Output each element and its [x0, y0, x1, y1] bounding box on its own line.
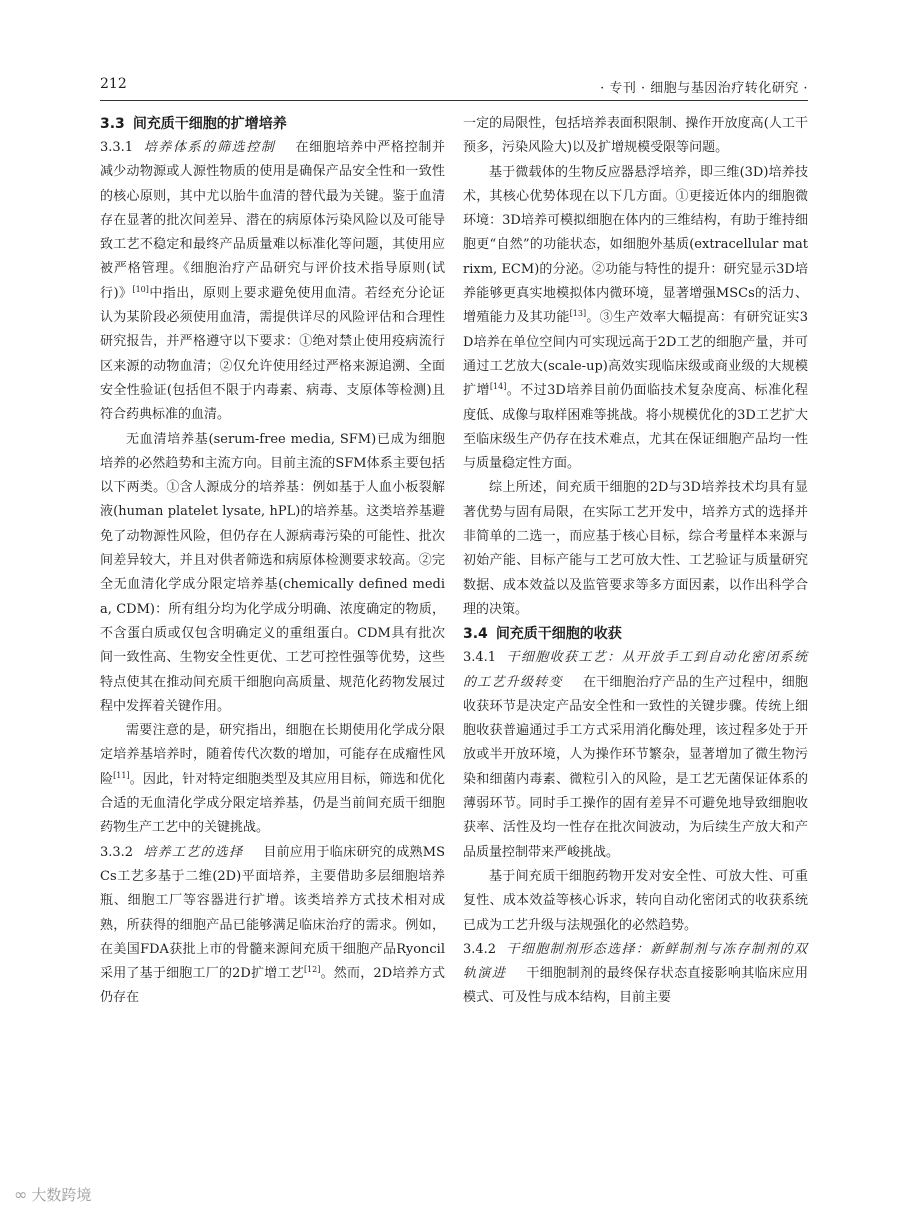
- citation: [10]: [132, 284, 149, 294]
- citation: [11]: [113, 770, 130, 780]
- citation: [13]: [569, 309, 587, 319]
- subsection-number: 3.3.1: [100, 140, 134, 155]
- subsection-number: 3.3.2: [100, 844, 134, 860]
- subsection-title: 培养工艺的选择: [143, 844, 244, 860]
- paragraph: 基于间充质干细胞药物开发对安全性、可放大性、可重复性、成本效益等核心诉求，转向自动化密闭式的收获系统已成为工艺升级与法规强化的必然趋势。: [463, 868, 808, 933]
- section-title: 间充质干细胞的收获: [495, 626, 622, 643]
- watermark-text: 大数跨境: [31, 1186, 92, 1204]
- paragraph: [463, 938, 808, 1011]
- paragraph-text: 干细胞制剂的最终保存状态直接影响其临床应用模式、可及性与成本结构，目前主要: [463, 966, 808, 1006]
- paragraph-text: 在细胞培养中严格控制并减少动物源或人源性物质的使用是确保产品安全性和一致性的核心原则，其中尤以胎牛血清的替代最为关键。鉴于血清存在显著的批次间差异、潜在的病原体污染风险以及可能导致工艺不稳定和最终产品质量难以标准化等问题，其使用应被严格管理。《细胞治疗产品研究与评价技术指导原则(试行)》: [100, 140, 445, 301]
- page-number: 212: [100, 76, 127, 92]
- subsection-title: 培养体系的筛选控制: [143, 140, 276, 155]
- paragraph: [463, 161, 808, 477]
- running-title: · 专刊 · 细胞与基因治疗转化研究 ·: [600, 81, 808, 96]
- paragraph-text: 中指出，原则上要求避免使用血清。若经充分论证认为某阶段必须使用血清，需提供详尽的风险评估和合理性研究报告，并严格遵守以下要求：①绝对禁止使用疫病流行区来源的动物血清；②仅允许使用经过严格来源追溯、全面安全性验证(包括但不限于内毒素、病毒、支原体等检测)且符合药典标准的血清。: [100, 285, 445, 423]
- section-number: 3.4: [463, 626, 488, 643]
- citation: [14]: [489, 382, 507, 392]
- paragraph-text: 。因此，针对特定细胞类型及其应用目标，筛选和优化合适的无血清化学成分限定培养基，仍是当前间充质干细胞药物生产工艺中的关键挑战。: [100, 771, 445, 836]
- paragraph: 无血清培养基(serum-free media, SFM)已成为细胞培养的必然趋势和主流方向。目前主流的SFM体系主要包括以下两类。①含人源成分的培养基：例如基于人血小板裂解液(human platelet lysate, hPL)的培养基。这类培养基避免了动物源性风险，但仍存在人源病毒污染的可能性、批次间差异较大，并且对供者筛选和病原体检测要求较高。②完全无血清化学成分限定培养基(chemically defined media, CDM)：所有组分均为化学成分明确、浓度确定的物质，不含蛋白质或仅包含明确定义的重组蛋白。CDM具有批次间一致性高、生物安全性更优、工艺可控性强等优势，这些特点使其在推动间充质干细胞向高质量、规范化药物发展过程中发挥着关键作用。: [100, 431, 445, 714]
- paragraph: [100, 719, 445, 840]
- paragraph-text: 需要注意的是，研究指出，细胞在长期使用化学成分限定培养基培养时，随着传代次数的增加，可能存在成瘤性风险: [100, 723, 445, 787]
- paragraph: [463, 646, 808, 865]
- paragraph-text: 目前应用于临床研究的成熟MSCs工艺多基于二维(2D)平面培养，主要借助多层细胞培养瓶、细胞工厂等容器进行扩增。该类培养方式技术相对成熟，所获得的细胞产品已能够满足临床治疗的需求。例如，在美国FDA获批上市的骨髓来源间充质干细胞产品Ryoncil采用了基于细胞工厂的2D扩增工艺: [100, 844, 445, 982]
- paragraph-text: 。③生产效率大幅提高：有研究证实3D培养在单位空间内可实现远高于2D工艺的细胞产量，并可通过工艺放大(scale-up)高效实现临床级或商业级的大规模扩增: [463, 310, 808, 399]
- section-title: 间充质干细胞的扩增培养: [132, 116, 287, 132]
- paragraph-text: 。不过3D培养目前仍面临技术复杂度高、标准化程度低、成像与取样困难等挑战。将小规模优化的3D工艺扩大至临床级生产仍存在技术难点，尤其在保证细胞产品均一性与质量稳定性方面。: [463, 383, 808, 472]
- left-column: [100, 112, 445, 1011]
- section-3-3-heading: [100, 112, 445, 136]
- citation: [12]: [303, 965, 321, 975]
- subsection-title: 干细胞制剂形态选择：新鲜制剂与冻存制剂的双轨演进: [463, 941, 808, 982]
- paragraph-text: 在干细胞治疗产品的生产过程中，细胞收获环节是决定产品安全性和一致性的关键步骤。传统上细胞收获普遍通过手工方式采用消化酶处理，该过程多处于开放或半开放环境，人为操作环节繁杂，显著增加了微生物污染和细菌内毒素、微粒引入的风险，是工艺无菌保证体系的薄弱环节。同时手工操作的固有差异不可避免地导致细胞收获率、活性及均一性存在批次间波动，为后续生产放大和产品质量控制带来严峻挑战。: [463, 674, 808, 860]
- page-header: [100, 74, 808, 96]
- right-column: [463, 112, 808, 1011]
- paragraph-text: 。然而，2D培养方式仍存在: [100, 966, 445, 1006]
- subsection-title: 干细胞收获工艺：从开放手工到自动化密闭系统的工艺升级转变: [463, 650, 808, 690]
- watermark-logo-icon: ∞: [14, 1185, 28, 1204]
- watermark: [14, 1184, 91, 1205]
- paragraph: [100, 841, 445, 1011]
- subsection-number: 3.4.1: [463, 650, 497, 666]
- paragraph: 一定的局限性，包括培养表面积限制、操作开放度高(人工干预多，污染风险大)以及扩增规模受限等问题。: [463, 116, 808, 156]
- header-rule: [100, 100, 808, 101]
- section-3-4-heading: [463, 622, 808, 646]
- paragraph: 综上所述，间充质干细胞的2D与3D培养技术均具有显著优势与固有局限，在实际工艺开发中，培养方式的选择并非简单的二选一，而应基于核心目标，综合考量样本来源与初始产能、目标产能与工艺可放大性、工艺验证与质量研究数据、成本效益以及监管要求等多方面因素，以作出科学合理的决策。: [463, 480, 808, 617]
- section-number: 3.3: [100, 116, 125, 132]
- paragraph-text: 基于微载体的生物反应器悬浮培养，即三维(3D)培养技术，其核心优势体现在以下几方面。①更接近体内的细胞微环境：3D培养可模拟细胞在体内的三维结构，有助于维持细胞更“自然”的功能状态，如细胞外基质(extracellular matrixm, ECM)的分泌。②功能与特性的提升：研究显示3D培养能够更真实地模拟体内微环境，显著增强MSCs的活力、增殖能力及其功能: [463, 164, 808, 326]
- subsection-number: 3.4.2: [463, 941, 497, 957]
- paragraph: [100, 136, 445, 428]
